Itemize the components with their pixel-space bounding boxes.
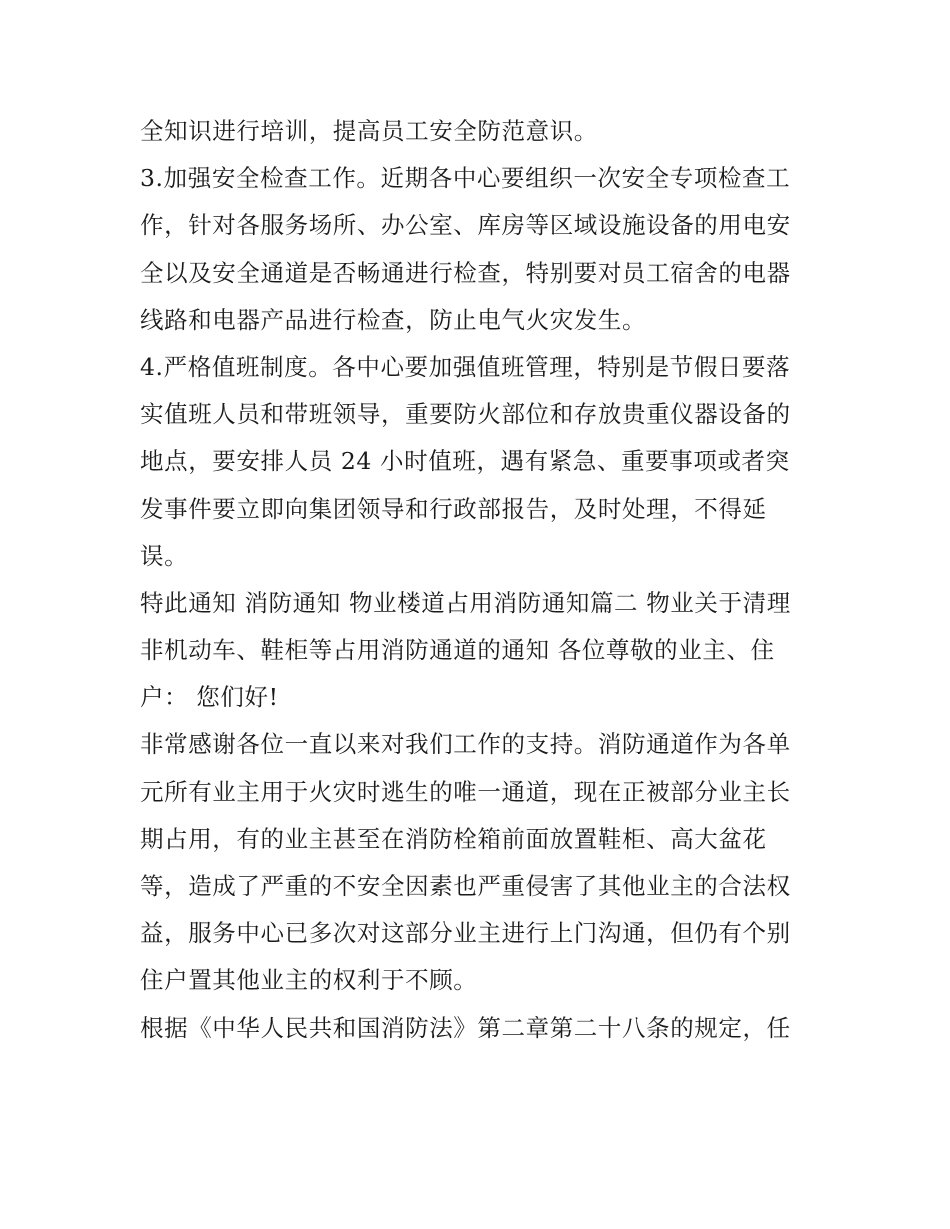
text-line: 发事件要立即向集团领导和行政部报告，及时处理，不得延	[140, 494, 767, 523]
text-line: 4.严格值班制度。各中心要加强值班管理，特别是节假日要落	[140, 352, 791, 381]
text-line: 误。	[140, 541, 189, 570]
text-line: 全知识进行培训，提高员工安全防范意识。	[140, 117, 598, 145]
body-text	[140, 108, 820, 1052]
text-line: 全以及安全通道是否畅通进行检查，特别要对员工宿舍的电器	[140, 258, 791, 287]
text-line: 户： 您们好!	[140, 683, 279, 712]
text-line: 作，针对各服务场所、办公室、库房等区域设施设备的用电安	[140, 211, 791, 240]
text-line: 地点，要安排人员 24 小时值班，遇有紧急、重要事项或者突	[140, 447, 790, 476]
text-line: 元所有业主用于火灾时逃生的唯一通道，现在正被部分业主长	[140, 777, 791, 806]
text-line: 根据《中华人民共和国消防法》第二章第二十八条的规定，任	[140, 1013, 791, 1042]
text-line: 非机动车、鞋柜等占用消防通道的通知 各位尊敬的业主、住	[140, 636, 775, 665]
text-line: 住户置其他业主的权利于不顾。	[140, 966, 478, 995]
text-line: 等，造成了严重的不安全因素也严重侵害了其他业主的合法权	[140, 872, 791, 900]
text-line: 线路和电器产品进行检查，防止电气火灾发生。	[140, 305, 647, 334]
text-line: 期占用，有的业主甚至在消防栓箱前面放置鞋柜、高大盆花	[140, 824, 767, 853]
text-line: 益，服务中心已多次对这部分业主进行上门沟通，但仍有个别	[140, 919, 791, 948]
text-line: 3.加强安全检查工作。近期各中心要组织一次安全专项检查工	[140, 164, 791, 193]
text-line: 实值班人员和带班领导，重要防火部位和存放贵重仪器设备的	[140, 400, 791, 429]
text-line: 非常感谢各位一直以来对我们工作的支持。消防通道作为各单	[140, 730, 791, 759]
text-line: 特此通知 消防通知 物业楼道占用消防通知篇二 物业关于清理	[140, 588, 791, 617]
